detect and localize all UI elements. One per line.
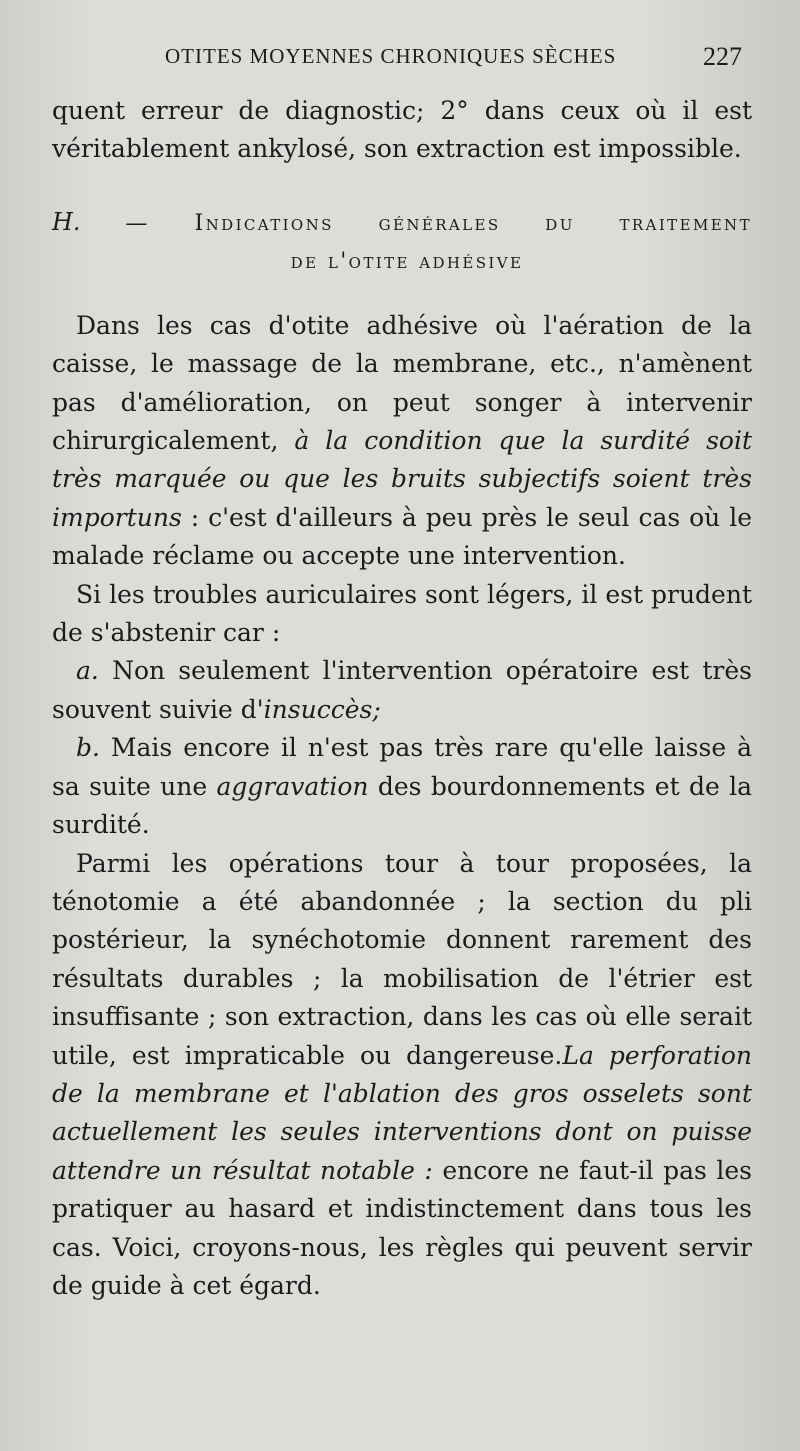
section-title-line1: Indications générales du traitement [194, 210, 752, 236]
running-head [0, 44, 800, 80]
paragraph-3-emphasis: La perforation de la membrane et l'ablation des gros osselets sont actuellement les seules interventions dont on puisse attendre un résultat notable : [52, 1040, 752, 1185]
section-title-line2: de l'otite adhésive [290, 248, 524, 274]
section-dash: — [125, 210, 150, 236]
list-item-b-text: Mais encore il n'est pas très rare qu'elle laisse à sa suite une [52, 733, 753, 801]
page-number: 227 [703, 42, 742, 71]
paragraph-1-emphasis: à la condition que la surdité soit très marquée ou que les bruits subjectifs soient très importuns [52, 426, 752, 532]
paragraph-3 [52, 845, 752, 1306]
section-heading [52, 203, 752, 281]
list-item-b-emphasis: aggravation [216, 771, 369, 801]
list-item-a [52, 652, 752, 729]
paragraph-3-tail: encore ne faut-il pas les pratiquer au hasard et indistinctement dans tous les cas. Voici, croyons-nous, les règles qui peuvent servir de guide à cet égard. [52, 1155, 753, 1300]
list-item-b-tail: des bourdonnements et de la surdité. [52, 771, 752, 840]
page-body [52, 92, 752, 1305]
continuation-paragraph: quent erreur de diagnostic; 2° dans ceux où il est véritablement ankylosé, son extraction est impossible. [52, 96, 752, 164]
section-marker: H. [52, 207, 81, 236]
paragraph-1-tail: : c'est d'ailleurs à peu près le seul cas où le malade réclame ou accepte une intervention. [52, 502, 753, 571]
list-item-a-text: Non seulement l'intervention opératoire est très souvent suivie d' [52, 656, 753, 724]
list-item-a-label: a. [76, 656, 99, 686]
list-item-b-label: b. [76, 733, 100, 763]
paragraph-3-text: Parmi les opérations tour à tour proposées, la ténotomie a été abandonnée ; la section du pli postérieur, la synéchotomie donnent rarement des résultats durables ; la mobilisation de l'étrier est insuffisante ; son extraction, dans les cas où elle serait utile, est impraticable ou dangereuse. [52, 848, 752, 1070]
paragraph-2: Si les troubles auriculaires sont légers, il est prudent de s'abstenir car : [52, 579, 752, 648]
list-item-b [52, 729, 752, 844]
list-item-a-emphasis: insuccès; [263, 694, 381, 724]
paragraph-1 [52, 307, 752, 576]
running-head-title: OTITES MOYENNES CHRONIQUES SÈCHES [165, 44, 617, 68]
paragraph-1-text: Dans les cas d'otite adhésive où l'aération de la caisse, le massage de la membrane, etc., n'amènent pas d'amélioration, on peut songer à intervenir chirurgicalement, [52, 310, 752, 456]
